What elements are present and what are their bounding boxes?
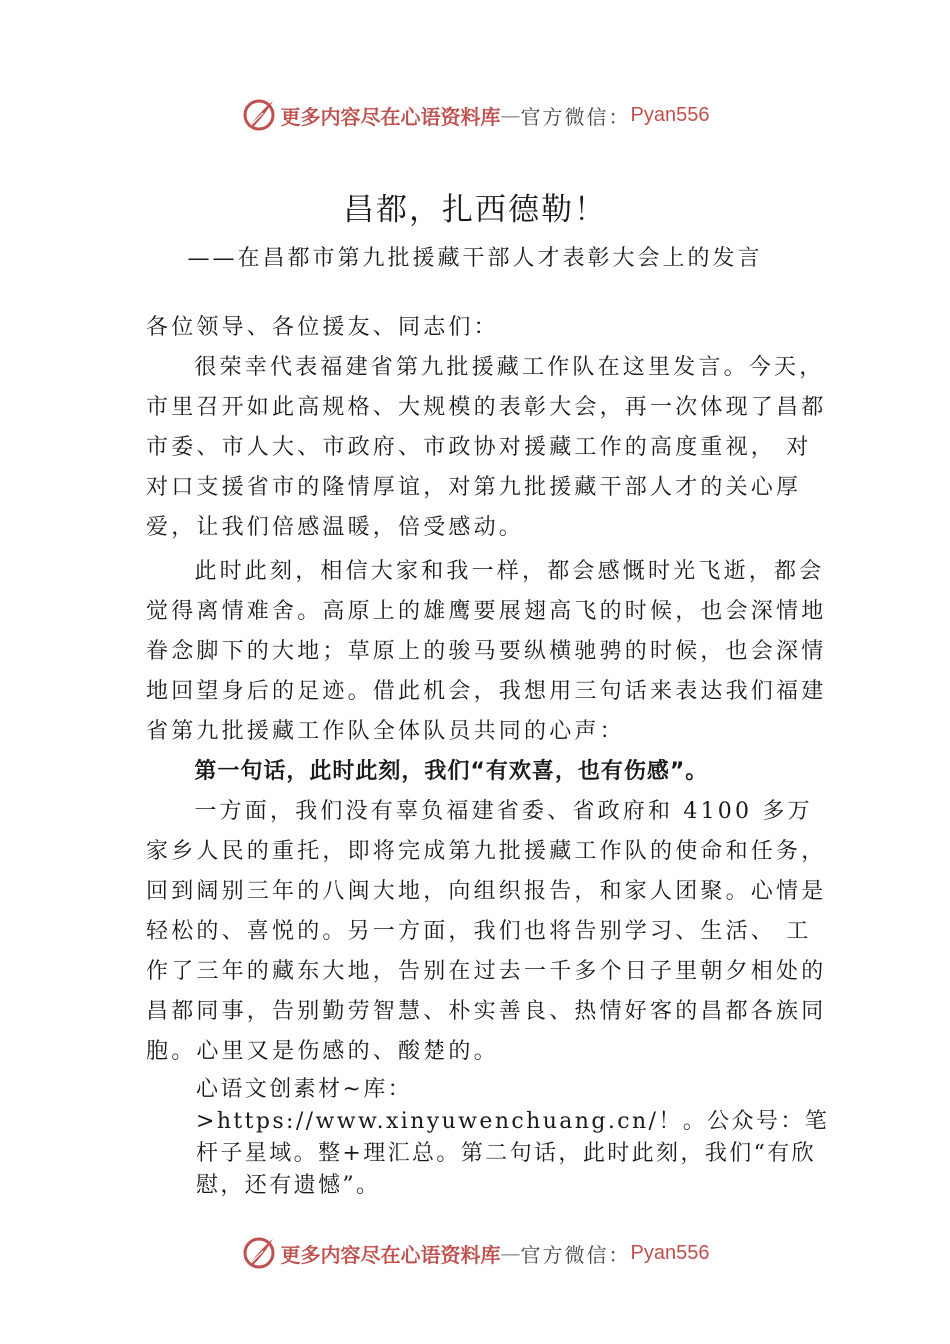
document-title: 昌都，扎西德勒！ bbox=[343, 192, 607, 228]
section-heading: 第一句话，此时此刻，我们“有欢喜，也有伤感”。 bbox=[194, 759, 709, 784]
banner-separator: — bbox=[500, 103, 521, 127]
paragraph: 一方面，我们没有辜负福建省委、省政府和 4100 多万家乡人民的重托，即将完成第九批援藏工作队的使命和任务， 回到阔别三年的八闽大地，向组织报告，和家人团聚。心情是轻松的、喜悦的。另一方面，我们也将告别学习、生活、 工作了三年的藏东大地，告别在过去一千多个日子里朝夕相处的昌都同事，告别勤劳智慧、朴实善良、热情好客的昌都各族同胞。心里又是伤感的、酸楚的。 bbox=[146, 799, 827, 1064]
header-banner bbox=[0, 95, 950, 135]
salutation: 各位领导、各位援友、同志们： bbox=[146, 315, 499, 340]
banner-site-name: 更多内容尽在心语资料库 bbox=[280, 1242, 501, 1267]
banner-separator: — bbox=[500, 1241, 521, 1265]
banner-wechat-id: Pyan556 bbox=[630, 103, 710, 126]
banner-site-name: 更多内容尽在心语资料库 bbox=[280, 104, 501, 129]
banner-wechat-label: 官方微信： bbox=[520, 1242, 631, 1267]
banner-wechat-id: Pyan556 bbox=[630, 1241, 710, 1264]
quill-logo-icon bbox=[241, 97, 277, 133]
quill-logo-icon bbox=[241, 1235, 277, 1271]
paragraph: 此时此刻，相信大家和我一样，都会感慨时光飞逝，都会觉得离情难舍。高原上的雄鹰要展翅高飞的时候，也会深情地眷念脚下的大地；草原上的骏马要纵横驰骋的时候，也会深情地回望身后的足迹。借此机会，我想用三句话来表达我们福建省第九批援藏工作队全体队员共同的心声： bbox=[146, 559, 827, 744]
footer-banner bbox=[0, 1233, 950, 1273]
source-note: 心语文创素材~库：>https://www.xinyuwenchuang.cn/！。公众号：笔杆子星域。整+理汇总。第二句话，此时此刻，我们“有欣慰，还有遗憾”。 bbox=[196, 1077, 830, 1198]
document-subtitle: ——在昌都市第九批援藏干部人才表彰大会上的发言 bbox=[187, 246, 763, 271]
banner-wechat-label: 官方微信： bbox=[520, 104, 631, 129]
paragraph: 很荣幸代表福建省第九批援藏工作队在这里发言。今天，市里召开如此高规格、大规模的表彰大会，再一次体现了昌都市委、市人大、市政府、市政协对援藏工作的高度重视， 对对口支援省市的隆情厚谊，对第九批援藏干部人才的关心厚爱，让我们倍感温暖，倍受感动。 bbox=[146, 355, 827, 540]
document-body bbox=[146, 308, 836, 1202]
